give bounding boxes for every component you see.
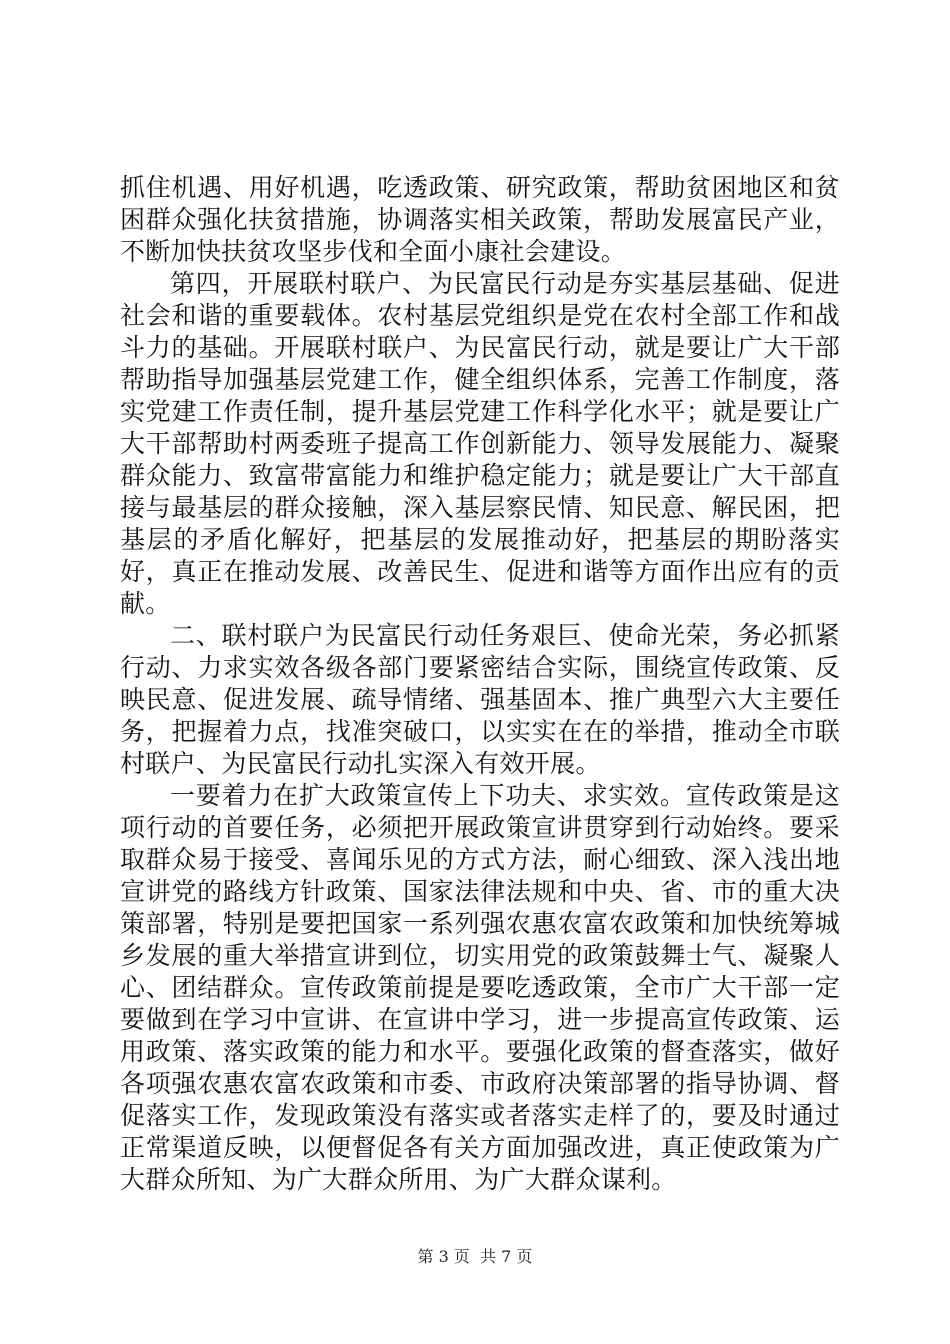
page-number-footer: 第 3 页 共 7 页 <box>417 1247 533 1266</box>
paragraph-3: 二、联村联户为民富民行动任务艰巨、使命光荣，务必抓紧行动、力求实效各级各部门要紧密结合实际，围绕宣传政策、反映民意、促进发展、疏导情绪、强基固本、推广典型六大主要任务，把握着力点，找准突破口，以实实在在的举措，推动全市联村联户、为民富民行动扎实深入有效开展。 <box>120 621 840 778</box>
paragraph-4: 一要着力在扩大政策宣传上下功夫、求实效。宣传政策是这项行动的首要任务，必须把开展政策宣讲贯穿到行动始终。要采取群众易于接受、喜闻乐见的方式方法，耐心细致、深入浅出地宣讲党的路线方针政策、国家法律法规和中央、省、市的重大决策部署，特别是要把国家一系列强农惠农富农政策和加快统筹城乡发展的重大举措宣讲到位，切实用党的政策鼓舞士气、凝聚人心、团结群众。宣传政策前提是要吃透政策，全市广大干部一定要做到在学习中宣讲、在宣讲中学习，进一步提高宣传政策、运用政策、落实政策的能力和水平。要强化政策的督查落实，做好各项强农惠农富农政策和市委、市政府决策部署的指导协调、督促落实工作，发现政策没有落实或者落实走样了的，要及时通过正常渠道反映，以便督促各有关方面加强改进，真正使政策为广大群众所知、为广大群众所用、为广大群众谋利。 <box>120 781 840 1194</box>
paragraph-1: 抓住机遇、用好机遇，吃透政策、研究政策，帮助贫困地区和贫困群众强化扶贫措施，协调落实相关政策，帮助发展富民产业，不断加快扶贫攻坚步伐和全面小康社会建设。 <box>120 173 840 266</box>
document-body <box>120 172 840 1196</box>
paragraph-2: 第四，开展联村联户、为民富民行动是夯实基层基础、促进社会和谐的重要载体。农村基层党组织是党在农村全部工作和战斗力的基础。开展联村联户、为民富民行动，就是要让广大干部帮助指导加强基层党建工作，健全组织体系，完善工作制度，落实党建工作责任制，提升基层党建工作科学化水平；就是要让广大干部帮助村两委班子提高工作创新能力、领导发展能力、凝聚群众能力、致富带富能力和维护稳定能力；就是要让广大干部直接与最基层的群众接触，深入基层察民情、知民意、解民困，把基层的矛盾化解好，把基层的发展推动好，把基层的期盼落实好，真正在推动发展、改善民生、促进和谐等方面作出应有的贡献。 <box>120 269 840 618</box>
